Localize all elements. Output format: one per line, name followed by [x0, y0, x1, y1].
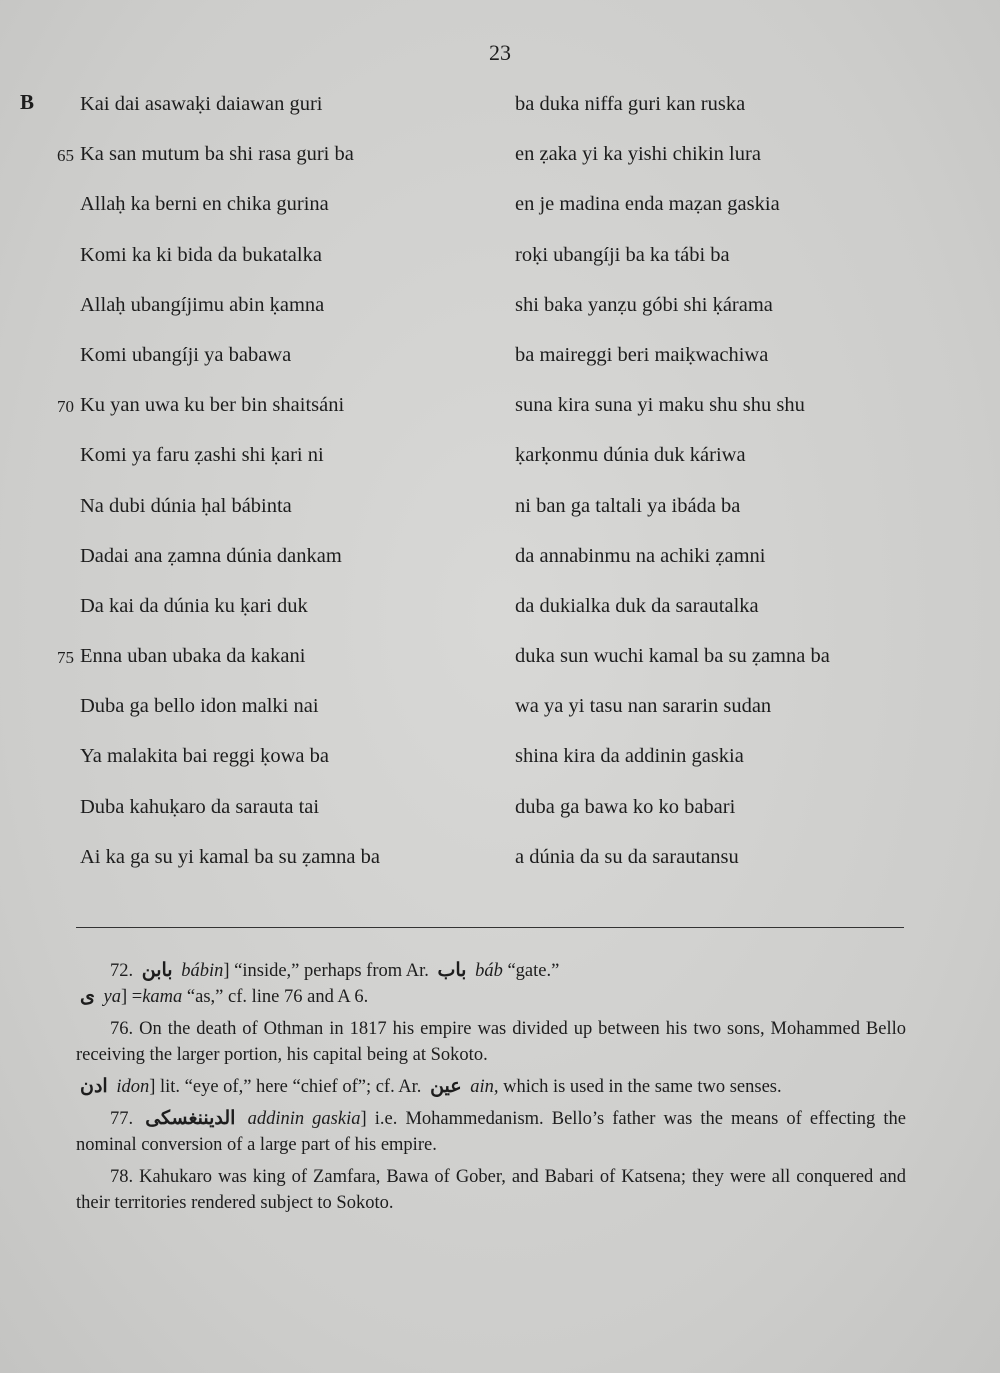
verse-line [46, 586, 496, 636]
page-number: 23 [489, 40, 511, 65]
note-number: 78. [110, 1167, 134, 1187]
verse-line: roḳi ubangíji ba ka tábi ba [515, 243, 730, 266]
footnote-divider [76, 927, 904, 928]
verse-line [46, 636, 496, 686]
verse-line: wa ya yi tasu nan sararin sudan [515, 695, 772, 718]
note-text: ] i.e. Mohammedanism. Bello’s father was the means of effecting the nominal conversion of a large part of his empire. [76, 1109, 907, 1155]
note-number: 77. [110, 1109, 134, 1129]
note-78 [76, 1164, 906, 1216]
verse-line [46, 335, 496, 385]
verse-line [46, 235, 496, 285]
note-term: báb [475, 961, 503, 981]
note-77 [76, 1106, 906, 1158]
verse-line [46, 184, 496, 234]
verse-line [46, 134, 496, 184]
verse-text: Allaḥ ka berni en chika gurina [80, 193, 329, 216]
verse-line [46, 385, 496, 435]
verse-line [46, 486, 496, 536]
arabic-word: بابن [141, 960, 173, 981]
note-number: 72. [110, 961, 134, 981]
note-term: kama [142, 987, 183, 1007]
verse-text: Ka san mutum ba shi rasa guri ba [80, 143, 354, 166]
verse-line: da dukialka duk da sarautalka [515, 594, 759, 617]
verse-line [46, 84, 496, 134]
footnotes [76, 958, 906, 1222]
verse-text: Duba kahuḳaro da sarauta tai [80, 795, 320, 818]
verse-column-right [515, 84, 955, 887]
note-term: bábin [181, 961, 224, 981]
verse-text: Duba ga bello idon malki nai [80, 695, 319, 718]
arabic-word: عين [430, 1076, 462, 1097]
note-text: On the death of Othman in 1817 his empire was divided up between his two sons, Mohammed Bello receiving the larger portion, his capital being at Sokoto. [76, 1019, 907, 1065]
note-text: which is used in the same two senses. [503, 1077, 782, 1097]
arabic-word: ادن [80, 1076, 108, 1097]
verse-line: duka sun wuchi kamal ba su ẓamna ba [515, 645, 830, 668]
note-term: ain, [470, 1077, 499, 1097]
note-text: ] = [120, 987, 143, 1007]
verse-line [46, 787, 496, 837]
note-term: idon [116, 1077, 150, 1097]
verse-text: Na dubi dúnia ḥal bábinta [80, 494, 292, 517]
verse-text: Komi ka ki bida da bukatalka [80, 243, 322, 266]
verse-line: en ẓaka yi ka yishi chikin lura [515, 143, 761, 166]
note-term: addinin gaskia [247, 1109, 361, 1129]
arabic-word: الديننغسكى [145, 1108, 236, 1129]
verse-line: a dúnia da su da sarautansu [515, 845, 739, 868]
note-76b [76, 1074, 906, 1100]
arabic-word: باب [437, 960, 467, 981]
note-76 [76, 1016, 906, 1068]
verse-line: suna kira suna yi maku shu shu shu [515, 394, 805, 417]
verse-line [46, 536, 496, 586]
verse-text: Komi ya faru ẓashi shi ḳari ni [80, 444, 324, 467]
note-term: ya [103, 987, 121, 1007]
verse-text: Ai ka ga su yi kamal ba su ẓamna ba [80, 845, 381, 868]
arabic-word: ى [80, 986, 95, 1007]
verse-line: shina kira da addinin gaskia [515, 745, 744, 768]
verse-line: da annabinmu na achiki ẓamni [515, 544, 766, 567]
note-72b [76, 984, 906, 1010]
note-text: ] “inside,” perhaps from Ar. [223, 961, 429, 981]
verse-text: Enna uban ubaka da kakani [80, 645, 306, 668]
verse-text: Ku yan uwa ku ber bin shaitsáni [80, 394, 345, 417]
verse-line [46, 686, 496, 736]
verse-line: shi baka yanẓu góbi shi ḳárama [515, 293, 773, 316]
verse-text: Allaḥ ubangíjimu abin ḳamna [80, 293, 325, 316]
line-number: 65 [57, 146, 74, 166]
note-number: 76. [110, 1019, 134, 1039]
verse-line: en je madina enda maẓan gaskia [515, 193, 780, 216]
verse-line [46, 736, 496, 786]
verse-column-left [46, 84, 496, 887]
verse-text: Dadai ana ẓamna dúnia dankam [80, 544, 342, 567]
section-letter: B [20, 90, 35, 114]
note-text: ] lit. “eye of,” here “chief of”; cf. Ar. [149, 1077, 422, 1097]
line-number: 75 [57, 648, 74, 668]
note-text: “gate.” [507, 961, 560, 981]
note-72 [76, 958, 906, 984]
verse-line: duba ga bawa ko ko babari [515, 795, 736, 818]
verse-text: Da kai da dúnia ku ḳari duk [80, 594, 308, 617]
verse-line: ḳarḳonmu dúnia duk káriwa [515, 444, 746, 467]
verse-text: Kai dai asawaḳi daiawan guri [80, 93, 323, 115]
verse-line [46, 435, 496, 485]
line-number: 70 [57, 397, 74, 417]
verse-line [46, 285, 496, 335]
note-text: “as,” cf. line 76 and A 6. [186, 987, 369, 1007]
verse-line: ni ban ga taltali ya ibáda ba [515, 494, 741, 517]
verse-text: Komi ubangíji ya babawa [80, 343, 292, 366]
verse-line [46, 837, 496, 887]
verse-line: ba maireggi beri maiḳwachiwa [515, 343, 769, 366]
note-text: Kahukaro was king of Zamfara, Bawa of Gober, and Babari of Katsena; they were all conquered and their territories rendered subject to Sokoto. [76, 1167, 906, 1213]
verse-text: Ya malakita bai reggi ḳowa ba [80, 745, 329, 768]
verse-line: ba duka niffa guri kan ruska [515, 93, 746, 115]
